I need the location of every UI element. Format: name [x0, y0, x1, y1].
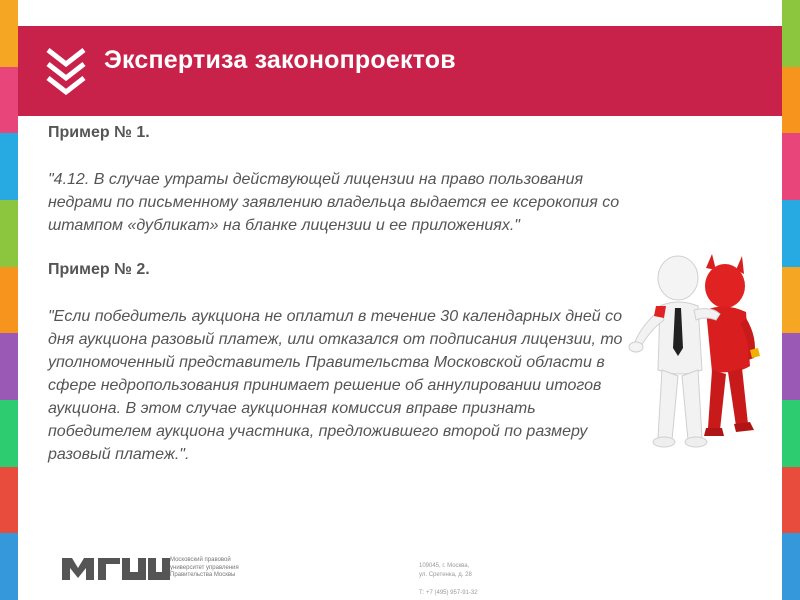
edge-stripe [782, 533, 800, 600]
footer-phone: Т: +7 (495) 957-91-32 [419, 590, 478, 596]
edge-stripe [782, 133, 800, 200]
footer-address-line: ул. Сретенка, д. 28 [419, 572, 472, 578]
slide-title: Экспертиза законопроектов [104, 46, 456, 74]
slide [18, 0, 782, 600]
edge-stripe [782, 333, 800, 400]
edge-stripe [0, 0, 18, 67]
example-2-heading: Пример № 2. [48, 261, 150, 278]
edge-stripe [0, 467, 18, 534]
footer-org-line: университет управления [170, 564, 239, 571]
footer-address-line: 109045, г. Москва, [419, 563, 470, 569]
right-color-edge [782, 0, 800, 600]
edge-stripe [0, 133, 18, 200]
white-figure-and-red-devil-illustration [608, 248, 778, 458]
red-devil-figure [704, 254, 760, 436]
left-color-edge [0, 0, 18, 600]
edge-stripe [782, 467, 800, 534]
edge-stripe [782, 200, 800, 267]
edge-stripe [0, 333, 18, 400]
edge-stripe [782, 267, 800, 334]
edge-stripe [0, 200, 18, 267]
footer-org-line: Московский правовой [170, 557, 231, 563]
edge-stripe [782, 0, 800, 67]
edge-stripe [0, 67, 18, 134]
slide-content [48, 122, 628, 466]
edge-stripe [782, 67, 800, 134]
chevrons-down-icon [44, 44, 88, 96]
example-2-quote: "Если победитель аукциона не оплатил в течение 30 календарных дней со дня аукциона разовый платеж, или отказался от подписания лицензии, то уполномоченный представитель Правительства Московской области в сфере недропользования принимает решение об аннулировании итогов аукциона. В этом случае аукционная комиссия вправе признать победителем аукциона участника, предложившего второй по размеру разовый платеж.". [48, 308, 623, 463]
example-1-heading: Пример № 1. [48, 124, 150, 141]
edge-stripe [0, 400, 18, 467]
edge-stripe [0, 533, 18, 600]
example-1-quote: "4.12. В случае утраты действующей лицензии на право пользования недрами по письменному заявлению владельца выдается ее ксерокопия со штампом «дубликат» на бланке лицензии и ее приложениях." [48, 171, 620, 234]
footer-org-line: Правительства Москвы [170, 572, 236, 578]
edge-stripe [782, 400, 800, 467]
edge-stripe [0, 267, 18, 334]
footer-organization [170, 557, 280, 580]
slide-header [18, 26, 782, 116]
mguu-logo [60, 556, 170, 582]
footer-address [419, 562, 539, 580]
